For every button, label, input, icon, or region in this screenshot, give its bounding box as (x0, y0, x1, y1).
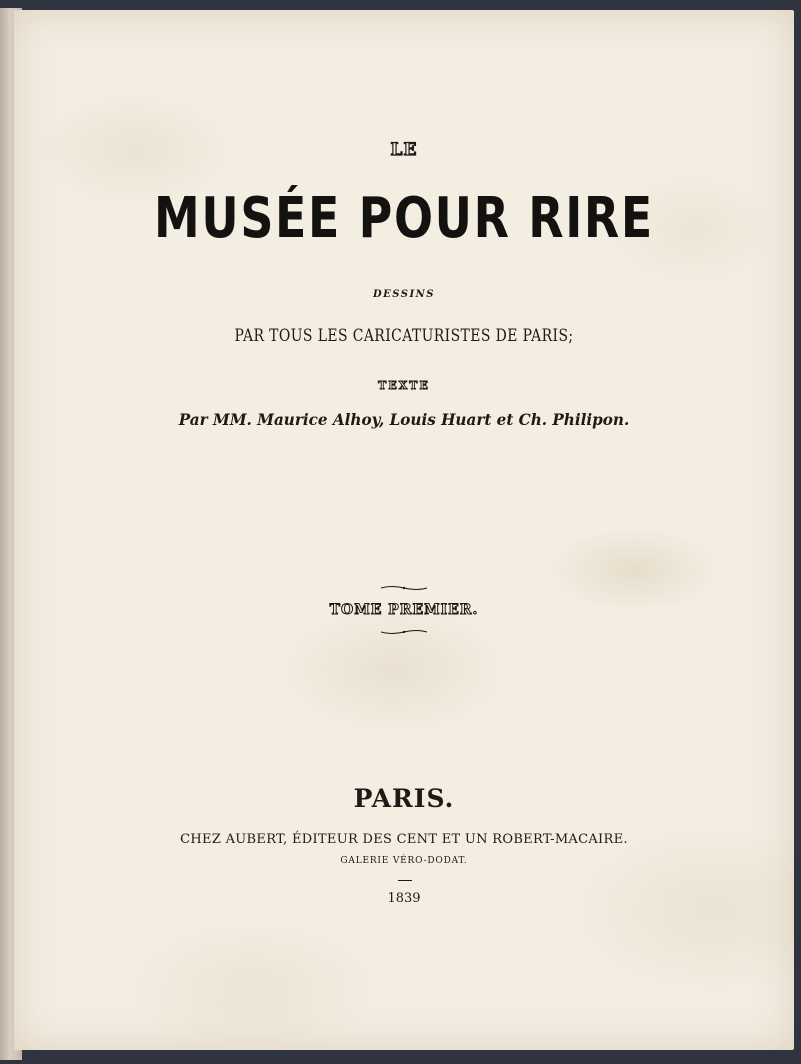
authors-line: Par MM. Maurice Alhoy, Louis Huart et Ch. Philipon. (178, 410, 630, 429)
dessins-label: DESSINS (372, 289, 436, 300)
book-title: MUSÉE POUR RIRE (154, 186, 654, 251)
publisher-line: CHEZ AUBERT, ÉDITEUR DES CENT ET UN ROBERT-MACAIRE. (180, 832, 628, 847)
ornament-bottom (14, 628, 794, 636)
illustrators-line: PAR TOUS LES CARICATURISTES DE PARIS; (234, 326, 574, 346)
article-le: LE (390, 140, 418, 160)
city: PARIS. (353, 784, 455, 813)
volume-label: TOME PREMIER. (329, 602, 479, 618)
short-rule (398, 880, 412, 881)
ornament-top (14, 584, 794, 592)
texte-label: TEXTE (378, 379, 430, 392)
publication-year: 1839 (387, 891, 421, 906)
publisher-address: GALERIE VÉRO-DODAT. (340, 856, 468, 866)
